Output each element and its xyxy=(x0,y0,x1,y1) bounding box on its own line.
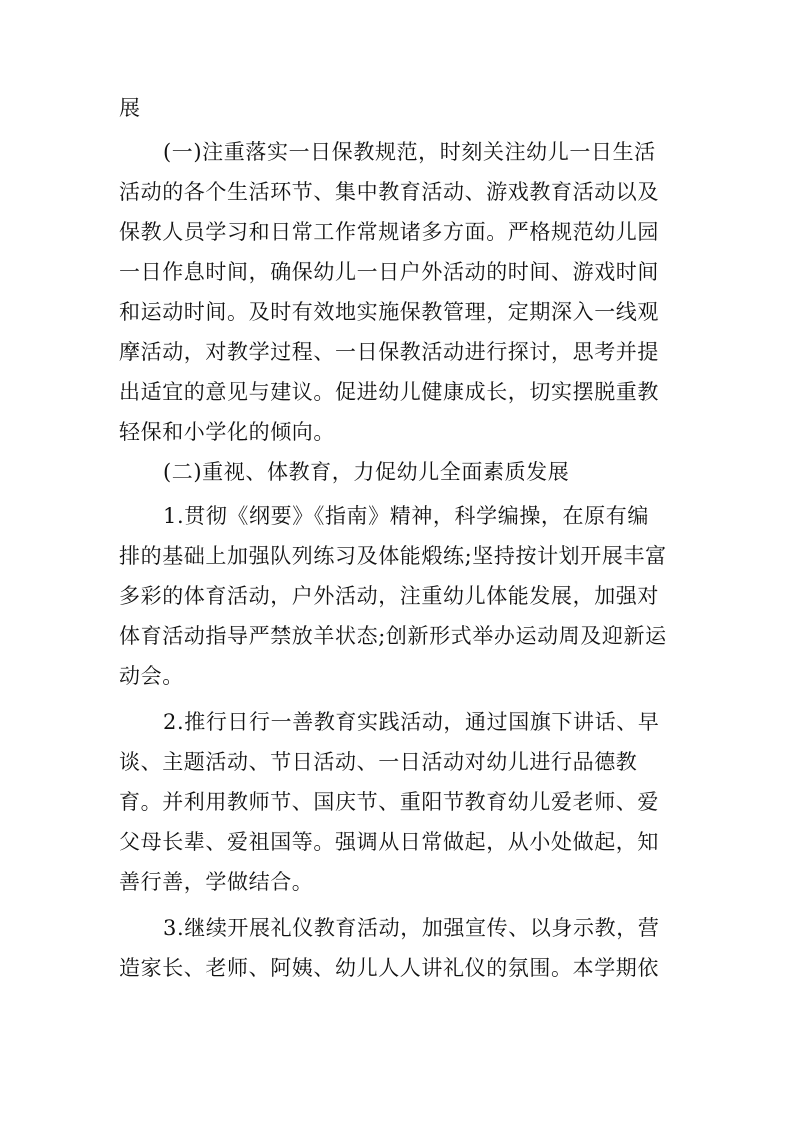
text-line: 出适宜的意见与建议。促进幼儿健康成长，切实摆脱重教 xyxy=(119,380,659,404)
text-line: 保教人员学习和日常工作常规诸多方面。严格规范幼儿园 xyxy=(119,220,659,244)
text-line: 体育活动指导严禁放羊状态;创新形式举办运动周及迎新运 xyxy=(119,624,667,648)
item-1-start: 1.贯彻《纲要》《指南》精神，科学编操，在原有编 xyxy=(163,504,649,528)
text-line: 善行善，学做结合。 xyxy=(119,870,314,894)
text-line: 轻保和小学化的倾向。 xyxy=(119,420,335,444)
document-body xyxy=(119,88,679,988)
text-line: 父母长辈、爱祖国等。强调从日常做起，从小处做起，知 xyxy=(119,830,659,854)
section-heading-2: (二)重视、体教育，力促幼儿全面素质发展 xyxy=(163,460,570,484)
item-3-start: 3.继续开展礼仪教育活动，加强宣传、以身示教，营 xyxy=(163,916,660,940)
text-line: 一日作息时间，确保幼儿一日户外活动的时间、游戏时间 xyxy=(119,260,659,284)
text-line: 育。并利用教师节、国庆节、重阳节教育幼儿爱老师、爱 xyxy=(119,790,659,814)
text-line: 展 xyxy=(119,96,141,120)
text-line: 活动的各个生活环节、集中教育活动、游戏教育活动以及 xyxy=(119,180,659,204)
text-line: 动会。 xyxy=(119,664,184,688)
text-line: 多彩的体育活动，户外活动，注重幼儿体能发展，加强对 xyxy=(119,584,659,608)
text-line: 摩活动，对教学过程、一日保教活动进行探讨，思考并提 xyxy=(119,340,659,364)
text-line: 谈、主题活动、节日活动、一日活动对幼儿进行品德教 xyxy=(119,750,638,774)
text-line: 排的基础上加强队列练习及体能煅练;坚持按计划开展丰富 xyxy=(119,544,667,568)
text-line: 和运动时间。及时有效地实施保教管理，定期深入一线观 xyxy=(119,300,659,324)
item-2-start: 2.推行日行一善教育实践活动，通过国旗下讲话、早 xyxy=(163,710,660,734)
text-line: 造家长、老师、阿姨、幼儿人人讲礼仪的氛围。本学期依 xyxy=(119,956,659,980)
section-heading-1: (一)注重落实一日保教规范，时刻关注幼儿一日生活 xyxy=(163,140,656,164)
